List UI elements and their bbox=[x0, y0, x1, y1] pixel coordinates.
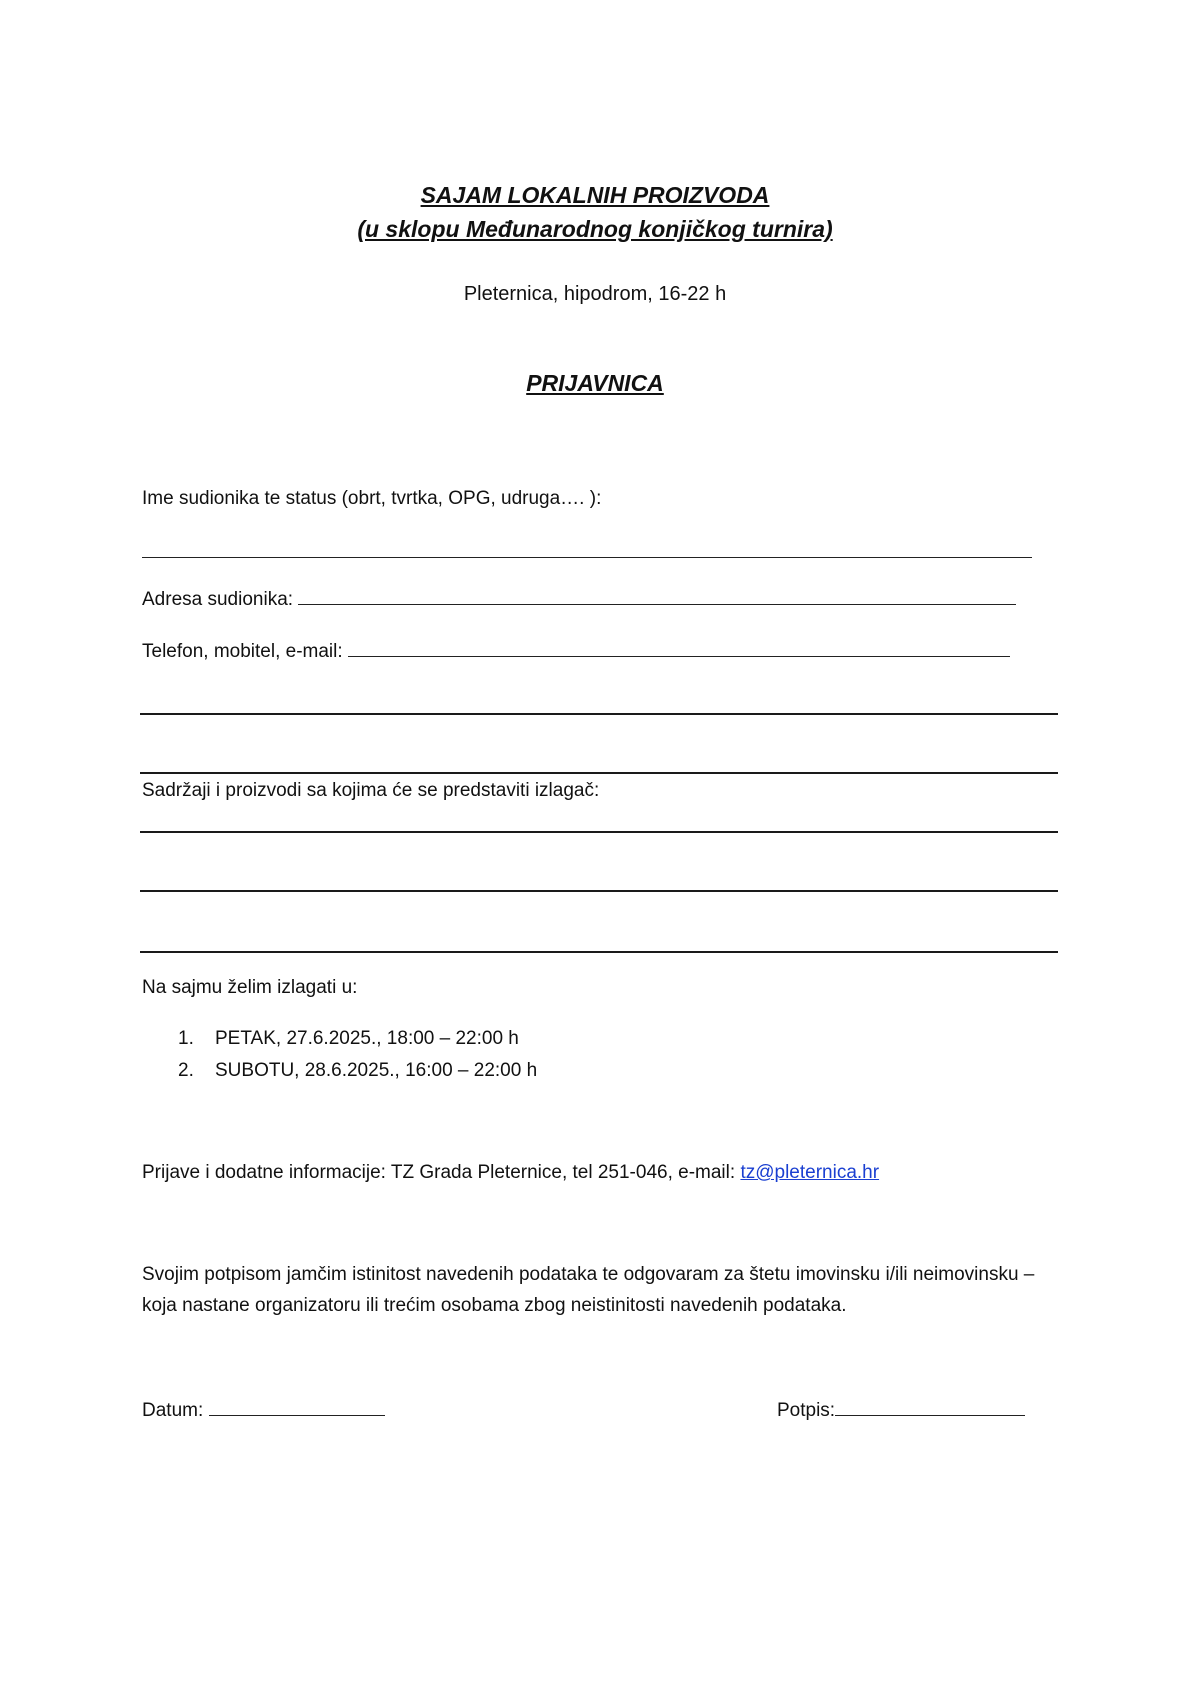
list-text: SUBOTU, 28.6.2025., 16:00 – 22:00 h bbox=[215, 1060, 538, 1081]
contact-label: Telefon, mobitel, e-mail: bbox=[142, 641, 348, 662]
list-number: 1. bbox=[178, 1028, 194, 1049]
form-title: PRIJAVNICA bbox=[526, 370, 664, 396]
signature-row bbox=[777, 1397, 1025, 1424]
date-label: Datum: bbox=[142, 1400, 209, 1421]
writing-line[interactable] bbox=[140, 772, 1058, 774]
address-label: Adresa sudionika: bbox=[142, 589, 299, 610]
date-row bbox=[142, 1397, 385, 1424]
contact-info-text: Prijave i dodatne informacije: TZ Grada Pleternice, tel 251-046, e-mail: bbox=[142, 1162, 741, 1183]
products-line[interactable] bbox=[140, 951, 1058, 953]
signature-field[interactable] bbox=[835, 1397, 1025, 1416]
products-label: Sadržaji i proizvodi sa kojima će se predstaviti izlagač: bbox=[142, 780, 600, 801]
declaration-text: Svojim potpisom jamčim istinitost navedenih podataka te odgovaram za štetu imovinsku i/ili neimovinsku – koja nastane organizatoru ili trećim osobama zbog neistinitosti navedenih podataka. bbox=[142, 1264, 1035, 1316]
event-venue: Pleternica, hipodrom, 16-22 h bbox=[463, 283, 727, 305]
list-text: PETAK, 27.6.2025., 18:00 – 22:00 h bbox=[215, 1028, 519, 1049]
contact-row bbox=[142, 638, 1010, 665]
address-row bbox=[142, 586, 1016, 613]
list-item bbox=[178, 1026, 519, 1052]
event-subtitle: (u sklopu Međunarodnog konjičkog turnira) bbox=[357, 216, 833, 242]
list-number: 2. bbox=[178, 1060, 194, 1081]
date-field[interactable] bbox=[209, 1397, 385, 1416]
signature-label: Potpis: bbox=[777, 1400, 836, 1421]
email-link[interactable]: tz@pleternica.hr bbox=[740, 1162, 880, 1183]
contact-field[interactable] bbox=[348, 638, 1010, 657]
address-field[interactable] bbox=[298, 586, 1016, 605]
list-item bbox=[178, 1058, 537, 1084]
event-title: SAJAM LOKALNIH PROIZVODA bbox=[420, 182, 770, 208]
products-line[interactable] bbox=[140, 831, 1058, 833]
contact-info bbox=[142, 1160, 879, 1186]
writing-line[interactable] bbox=[140, 713, 1058, 715]
participant-name-field[interactable] bbox=[142, 557, 1032, 558]
participant-name-label: Ime sudionika te status (obrt, tvrtka, OPG, udruga…. ): bbox=[142, 488, 602, 509]
products-line[interactable] bbox=[140, 890, 1058, 892]
exhibit-label: Na sajmu želim izlagati u: bbox=[142, 977, 358, 998]
